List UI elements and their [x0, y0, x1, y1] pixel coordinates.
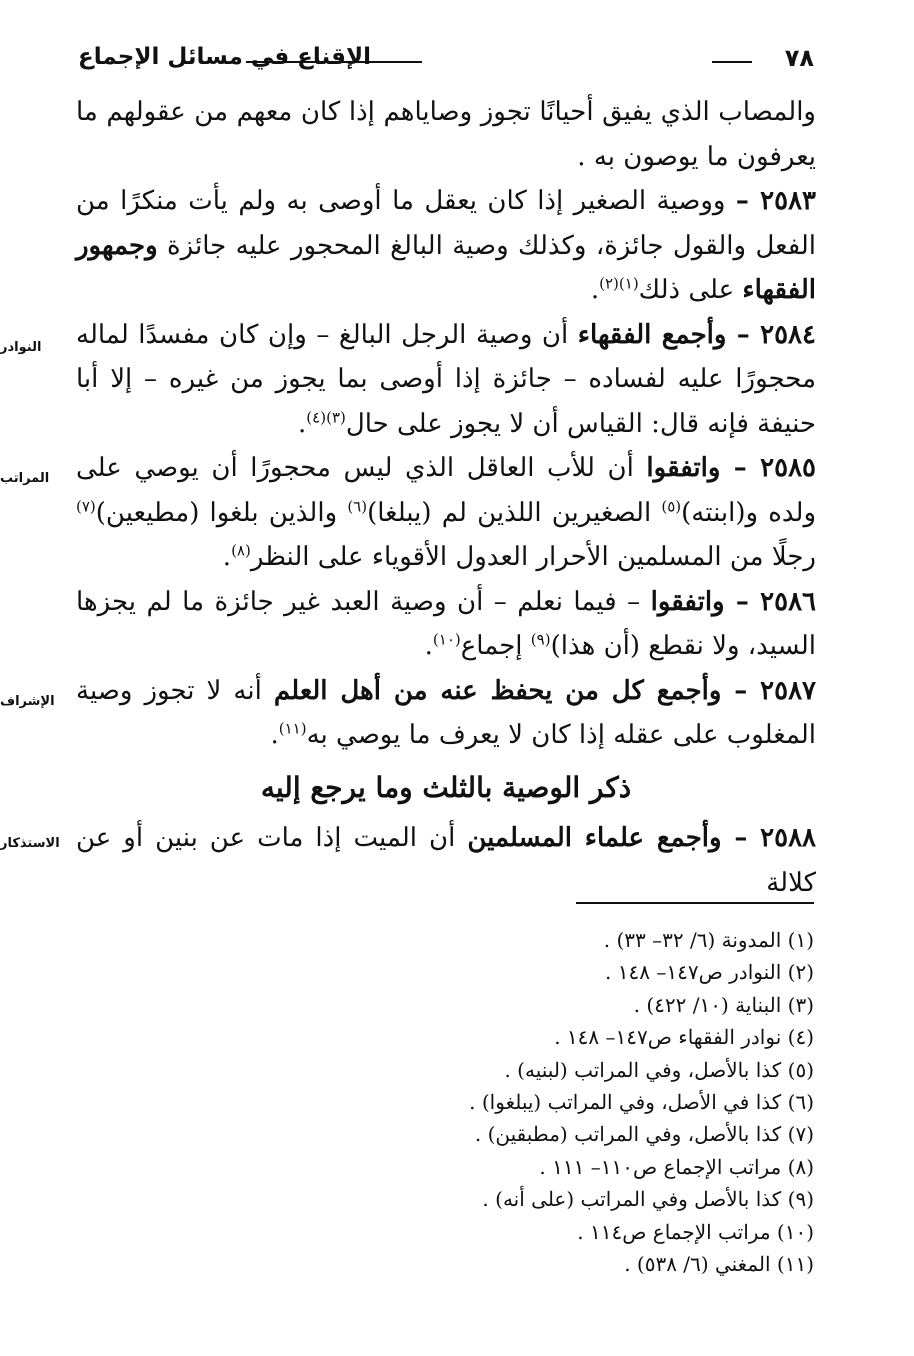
footnote-ref[interactable]: (٥) — [661, 496, 682, 515]
full-stop: . — [298, 408, 307, 439]
footnote-ref[interactable]: (٧) — [76, 496, 96, 515]
issue-number: ٢٥٨٦ – — [735, 586, 816, 617]
paragraph-text: أنه لا تجوز وصية المغلوب على عقله إذا كان لا يعرف ما يوصي به — [76, 675, 816, 750]
paragraph-text: والذين بلغوا (مطيعين) — [95, 497, 348, 528]
footnote-5: (٥) كذا بالأصل، وفي المراتب (لبنيه) . — [504, 1057, 814, 1082]
footnote-11: (١١) المغني (٦/ ٥٣٨) . — [624, 1252, 814, 1277]
footnote-8: (٨) مراتب الإجماع ص١١٠– ١١١ . — [539, 1154, 814, 1179]
footnote-ref[interactable]: (٢) — [599, 274, 619, 293]
issue-number: ٢٥٨٧ – — [734, 675, 817, 706]
footnote-7: (٧) كذا بالأصل، وفي المراتب (مطبقين) . — [474, 1122, 814, 1147]
sidenote-istidhkar: الاستذكار — [0, 836, 60, 851]
paragraph-2588 — [76, 816, 816, 905]
bold-phrase: وأجمع علماء المسلمين — [467, 823, 735, 853]
paragraph-text: على ذلك — [638, 275, 743, 305]
footnote-separator — [576, 902, 814, 904]
bold-phrase: وجمهور الفقهاء — [76, 230, 816, 305]
issue-number: ٢٥٨٨ – — [734, 823, 817, 853]
paragraph-2585 — [76, 446, 816, 580]
footnote-3: (٣) البناية (١٠/ ٤٢٢) . — [633, 992, 814, 1017]
footnote-2: (٢) النوادر ص١٤٧– ١٤٨ . — [605, 960, 814, 985]
section-heading: ذكر الوصية بالثلث وما يرجع إليه — [260, 770, 632, 804]
sidenote-maratib: المراتب — [0, 471, 50, 486]
paragraph-text: أن وصية الرجل البالغ – وإن كان مفسدًا لماله محجورًا عليه لفساده – جائزة إذا أوصى بما يجوز من غيره – إلا أبا حنيفة فإنه قال: القياس أن لا يجوز على حال — [76, 319, 816, 439]
bold-phrase: وأجمع كل من يحفظ عنه من أهل العلم — [273, 675, 735, 706]
footnote-6: (٦) كذا في الأصل، وفي المراتب (يبلغوا) . — [469, 1090, 814, 1115]
paragraph-2583 — [76, 179, 816, 313]
footnote-4: (٤) نوادر الفقهاء ص١٤٧– ١٤٨ . — [554, 1025, 814, 1050]
footnote-ref[interactable]: (٦) — [347, 496, 368, 515]
footnote-ref[interactable]: (٤) — [306, 407, 327, 426]
footnote-ref[interactable]: (٩) — [530, 630, 551, 649]
footnote-ref[interactable]: (١٠) — [432, 630, 461, 649]
footnote-ref[interactable]: (٣) — [326, 407, 346, 426]
footnote-ref[interactable]: (٨) — [231, 541, 251, 560]
header-dash-right — [712, 61, 752, 63]
issue-number: ٢٥٨٤ – — [736, 319, 816, 350]
issue-number: ٢٥٨٣ – — [735, 186, 816, 216]
paragraph-text: إجماع — [460, 631, 531, 661]
bold-phrase: واتفقوا — [646, 453, 734, 483]
page-number: ٧٨ — [784, 44, 814, 72]
paragraph-text: رجلًا من المسلمين الأحرار العدول الأقوياء على النظر — [250, 542, 816, 572]
footnotes — [294, 924, 814, 1280]
footnote-ref[interactable]: (١١) — [278, 719, 307, 738]
paragraph-2587 — [76, 669, 816, 758]
full-stop: . — [590, 275, 600, 305]
book-title: الإقناع في مسائل الإجماع — [78, 44, 371, 70]
paragraph-text: أن للأب العاقل الذي ليس محجورًا أن يوصي على ولده و(ابنته) — [76, 453, 816, 528]
footnote-ref[interactable]: (١) — [618, 274, 639, 293]
full-stop: . — [270, 720, 279, 750]
sidenote-ishraf: الإشراف — [0, 694, 55, 709]
bold-phrase: وأجمع الفقهاء — [577, 319, 737, 350]
paragraph-continuation: والمصاب الذي يفيق أحيانًا تجوز وصاياهم إذا كان معهم من عقولهم ما يعرفون ما يوصون به . — [76, 97, 816, 172]
paragraph-text: الصغيرين اللذين لم (يبلغا) — [367, 497, 662, 528]
full-stop: . — [424, 631, 433, 661]
paragraph-text: – فيما نعلم – أن وصية العبد غير جائزة ما لم يجزها السيد، ولا نقطع (أن هذا) — [76, 586, 816, 661]
sidenote-nawadir: النوادر — [0, 340, 42, 355]
paragraph-text: ووصية الصغير إذا كان يعقل ما أوصى به ولم يأت منكرًا من الفعل والقول جائزة، وكذلك وصية البالغ المحجور عليه جائزة — [76, 186, 816, 261]
bold-phrase: واتفقوا — [650, 586, 736, 617]
running-header — [78, 44, 814, 78]
footnote-9: (٩) كذا بالأصل وفي المراتب (على أنه) . — [482, 1187, 814, 1212]
footnote-10: (١٠) مراتب الإجماع ص١١٤ . — [577, 1219, 814, 1244]
paragraph-2584 — [76, 313, 816, 447]
paragraph-text: أن الميت إذا مات عن بنين أو عن كلالة — [76, 823, 816, 898]
full-stop: . — [222, 542, 232, 572]
footnote-1: (١) المدونة (٦/ ٣٢– ٣٣) . — [603, 928, 814, 952]
paragraph-2586 — [76, 580, 816, 669]
issue-number: ٢٥٨٥ – — [733, 453, 816, 483]
main-text — [76, 90, 816, 905]
